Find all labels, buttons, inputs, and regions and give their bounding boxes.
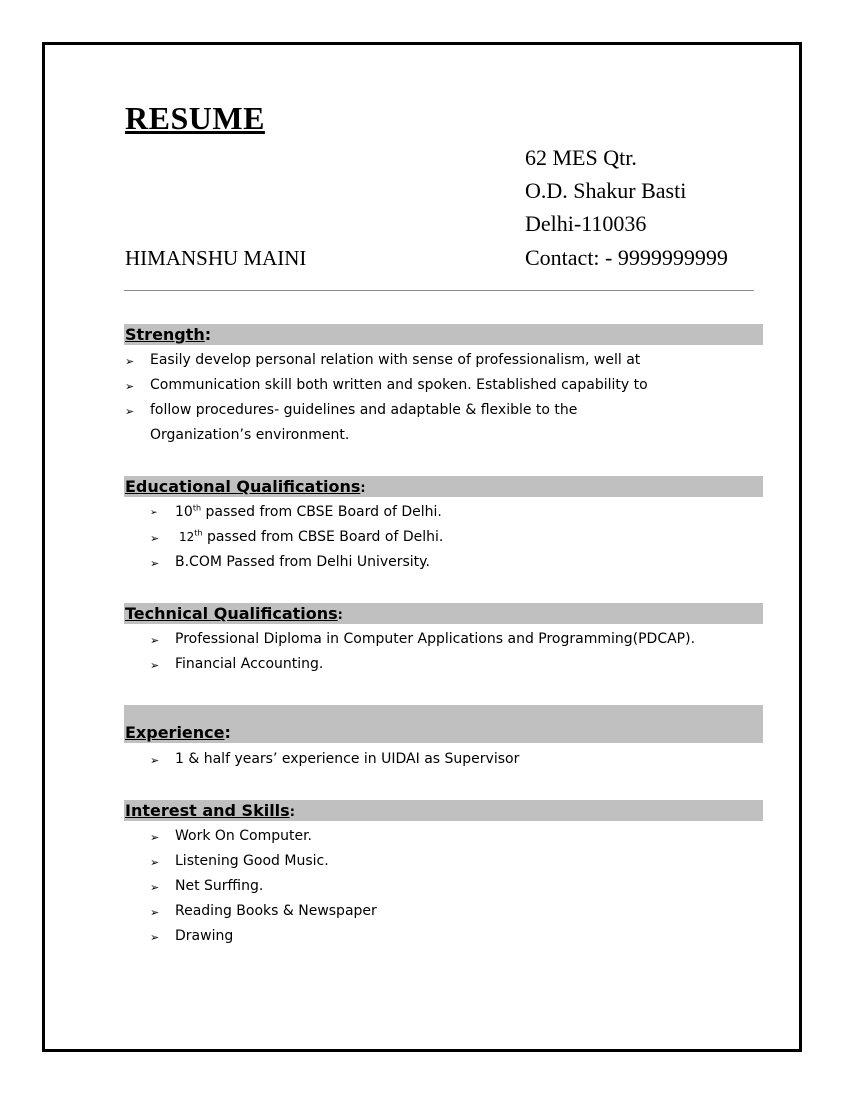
education-heading: [125, 477, 366, 496]
education-heading-colon: :: [360, 481, 366, 496]
contact-number: Contact: - 9999999999: [525, 245, 728, 270]
interests-item-1: Work On Computer.: [175, 828, 313, 844]
bullet-arrow-icon: ➢: [150, 754, 160, 767]
technical-item-1: Professional Diploma in Computer Applications and Programming(PDCAP).: [175, 631, 696, 647]
bullet-arrow-icon: ➢: [125, 380, 135, 393]
interests-item-3: Net Surffing.: [175, 878, 264, 894]
interests-item-2: Listening Good Music.: [175, 853, 329, 869]
experience-heading: [125, 723, 231, 742]
technical-heading-colon: :: [337, 608, 343, 623]
interests-heading-text: Interest and Skills: [125, 801, 290, 820]
bullet-arrow-icon: ➢: [150, 508, 158, 518]
education-heading-text: Educational Qualifications: [125, 477, 361, 496]
bullet-arrow-icon: ➢: [150, 856, 160, 869]
technical-heading-text: Technical Qualifications: [125, 604, 338, 623]
resume-title: RESUME: [125, 100, 265, 136]
interests-heading: [125, 801, 295, 820]
address-line-1: 62 MES Qtr.: [525, 145, 637, 170]
experience-heading-text: Experience: [125, 723, 225, 742]
education-item-1-text: passed from CBSE Board of Delhi.: [201, 504, 442, 520]
education-item-2-suffix: th: [194, 528, 203, 538]
bullet-arrow-icon: ➢: [150, 634, 160, 647]
strength-heading: [125, 325, 211, 344]
education-item-1-number: 10: [175, 504, 193, 520]
education-item-2-text: passed from CBSE Board of Delhi.: [202, 529, 444, 545]
education-item-3: B.COM Passed from Delhi University.: [175, 554, 430, 570]
bullet-arrow-icon: ➢: [150, 906, 160, 919]
address-line-3: Delhi-110036: [525, 211, 647, 236]
strength-heading-colon: :: [204, 325, 212, 344]
bullet-arrow-icon: ➢: [150, 557, 160, 570]
strength-line-1: Easily develop personal relation with sense of professionalism, well at: [150, 352, 641, 368]
education-item-1: [175, 504, 442, 520]
strength-line-4: Organization’s environment.: [150, 427, 350, 443]
interests-item-4: Reading Books & Newspaper: [175, 903, 377, 919]
bullet-arrow-icon: ➢: [150, 831, 160, 844]
address-line-2: O.D. Shakur Basti: [525, 178, 687, 203]
education-item-2-number: 12: [179, 530, 195, 544]
strength-heading-text: Strength: [125, 325, 205, 344]
education-item-2: [179, 529, 443, 545]
education-item-1-suffix: th: [192, 503, 202, 513]
strength-section-bar: [124, 324, 763, 345]
experience-heading-colon: :: [224, 723, 231, 742]
header-divider: [124, 290, 754, 291]
bullet-arrow-icon: ➢: [125, 355, 135, 368]
page-border: [42, 42, 802, 1052]
bullet-arrow-icon: ➢: [150, 532, 160, 545]
experience-item-1: 1 & half years’ experience in UIDAI as Supervisor: [175, 751, 520, 767]
technical-heading: [125, 604, 343, 623]
bullet-arrow-icon: ➢: [125, 405, 135, 418]
interests-item-5: Drawing: [175, 928, 234, 944]
bullet-arrow-icon: ➢: [150, 881, 160, 894]
technical-item-2: Financial Accounting.: [175, 656, 324, 672]
candidate-name: HIMANSHU MAINI: [125, 246, 307, 270]
bullet-arrow-icon: ➢: [150, 659, 160, 672]
interests-heading-colon: :: [289, 805, 295, 820]
strength-line-3: follow procedures- guidelines and adaptable & flexible to the: [150, 402, 578, 418]
strength-line-2: Communication skill both written and spoken. Established capability to: [150, 377, 648, 393]
bullet-arrow-icon: ➢: [150, 931, 160, 944]
